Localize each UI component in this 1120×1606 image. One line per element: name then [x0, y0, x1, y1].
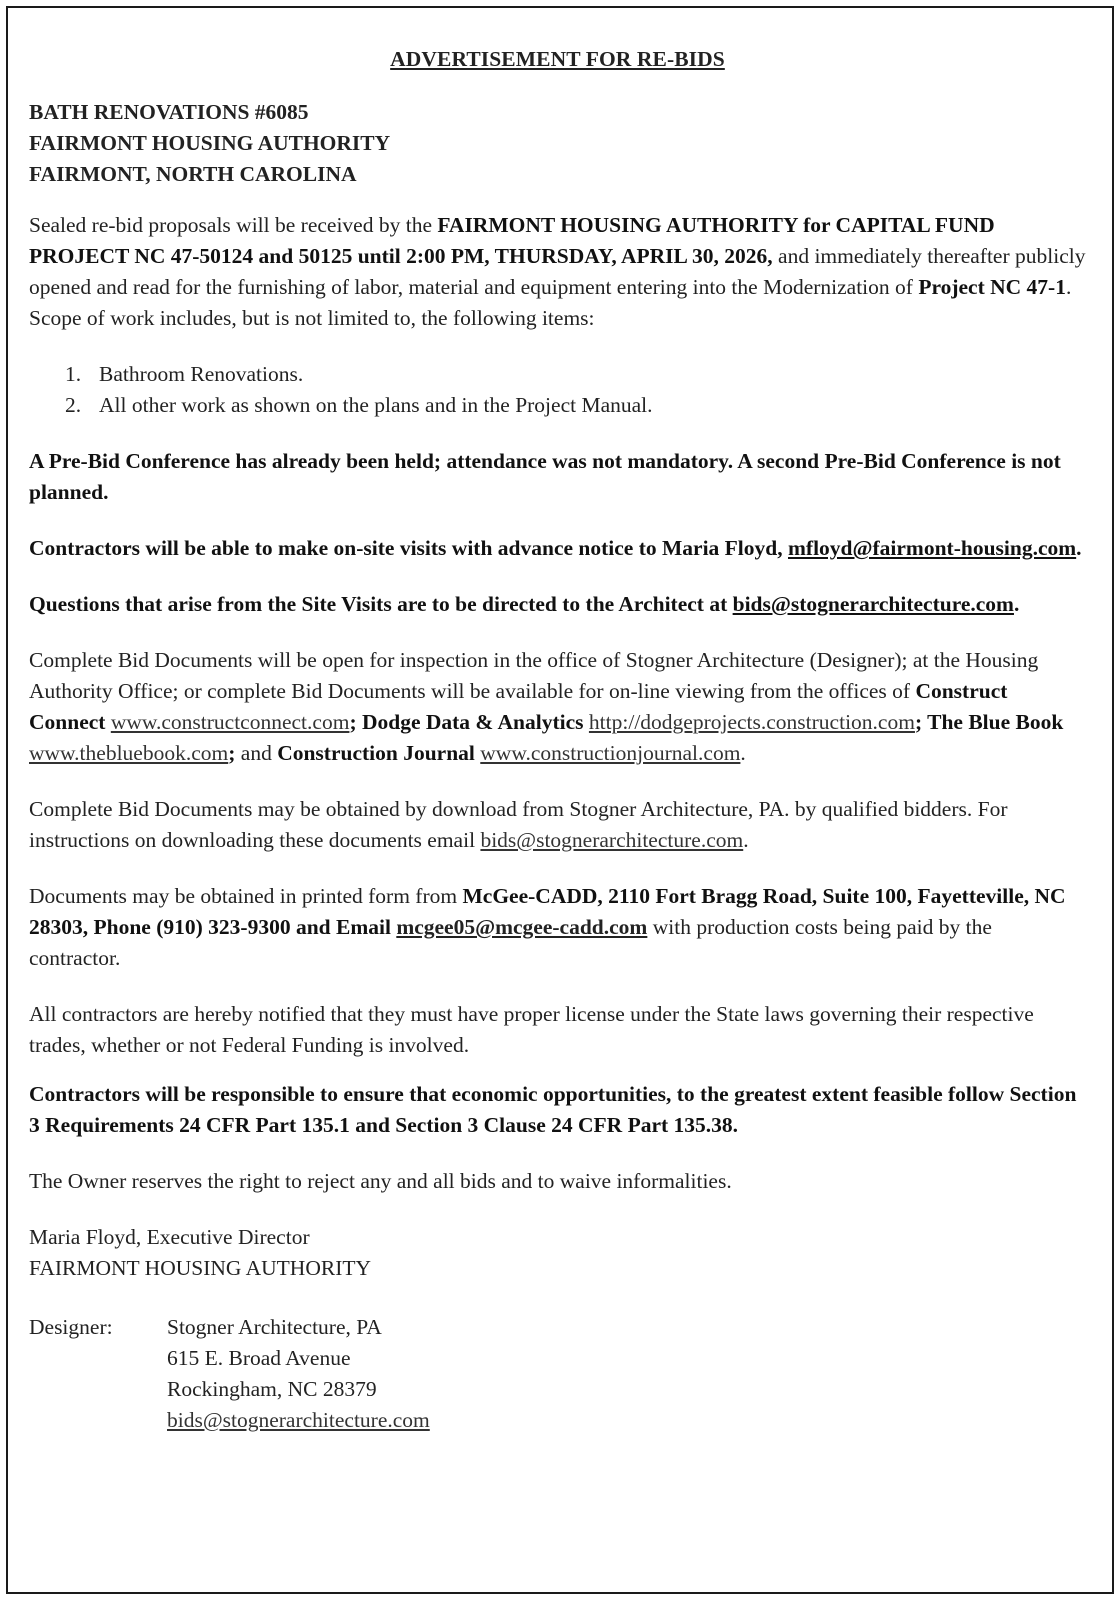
designer-address [167, 1312, 430, 1436]
questions-paragraph [29, 589, 1086, 620]
inspection-text-1: Complete Bid Documents will be open for inspection in the office of Stogner Architecture (Designer); at the Housing Authority Office; or complete Bid Documents will be available for on-line viewing from the offices of [29, 648, 1039, 703]
list-item-number: 2. [65, 393, 82, 417]
intro-text-3: . Scope of work includes, but is not limited to, the following items: [29, 275, 1072, 330]
scope-list [29, 359, 1086, 421]
construct-connect-name: Construct Connect [29, 679, 1008, 734]
site-visits-email-link[interactable]: mfloyd@fairmont-housing.com [788, 536, 1077, 560]
document-title: ADVERTISEMENT FOR RE-BIDS [390, 47, 725, 71]
intro-text-1: Sealed re-bid proposals will be received by the [29, 213, 438, 237]
designer-street: 615 E. Broad Avenue [167, 1346, 351, 1370]
prebid-paragraph [29, 446, 1086, 508]
printed-text-1: Documents may be obtained in printed form from [29, 884, 463, 908]
printed-email-link[interactable]: mcgee05@mcgee-cadd.com [396, 915, 648, 939]
inspection-text-2: and [235, 741, 278, 765]
designer-firm: Stogner Architecture, PA [167, 1315, 382, 1339]
list-item [29, 390, 1086, 421]
authority-name: FAIRMONT HOUSING AUTHORITY [29, 131, 391, 155]
construct-connect-link[interactable]: www.constructconnect.com [110, 710, 350, 734]
reserve-paragraph: The Owner reserves the right to reject any and all bids and to waive informalities. [29, 1169, 732, 1193]
download-paragraph [29, 794, 1086, 856]
list-item [29, 359, 1086, 390]
section3-text: Contractors will be responsible to ensure that economic opportunities, to the greatest extent feasible follow Section 3 Requirements 24 CFR Part 135.1 and Section 3 Clause 24 CFR Part 135.38. [29, 1082, 1077, 1137]
intro-bold-project: FAIRMONT HOUSING AUTHORITY for CAPITAL FUND PROJECT NC 47-50124 and 50125 until 2:00 PM, THURSDAY, APRIL 30, 2026, [29, 213, 995, 268]
printed-vendor: McGee-CADD, 2110 Fort Bragg Road, Suite 100, Fayetteville, NC 28303, Phone (910) 323-9300 and Email [29, 884, 1066, 939]
signature-block [29, 1222, 1086, 1284]
intro-paragraph [29, 210, 1086, 334]
inspection-paragraph [29, 645, 1086, 769]
project-name: BATH RENOVATIONS #6085 [29, 100, 309, 124]
project-header [29, 97, 1086, 190]
questions-end: . [1013, 592, 1020, 616]
download-end: . [743, 828, 749, 852]
list-item-text: Bathroom Renovations. [99, 362, 304, 386]
site-visits-text: Contractors will be able to make on-site visits with advance notice to Maria Floyd, [29, 536, 788, 560]
inspection-end: . [740, 741, 746, 765]
advertisement-document [6, 6, 1114, 1594]
list-item-text: All other work as shown on the plans and in the Project Manual. [99, 393, 653, 417]
designer-email-link[interactable]: bids@stognerarchitecture.com [167, 1408, 430, 1432]
printed-paragraph [29, 881, 1086, 974]
printed-text-2: with production costs being paid by the contractor. [29, 915, 992, 970]
intro-bold-project-number: Project NC 47-1 [918, 275, 1066, 299]
signatory-organization: FAIRMONT HOUSING AUTHORITY [29, 1256, 372, 1280]
list-item-number: 1. [65, 362, 82, 386]
signatory-name: Maria Floyd, Executive Director [29, 1225, 310, 1249]
license-paragraph: All contractors are hereby notified that they must have proper license under the State laws governing their respective trades, whether or not Federal Funding is involved. [29, 1002, 1034, 1057]
authority-location: FAIRMONT, NORTH CAROLINA [29, 162, 357, 186]
download-email-link[interactable]: bids@stognerarchitecture.com [480, 828, 744, 852]
dodge-link[interactable]: http://dodgeprojects.construction.com [588, 710, 915, 734]
site-visits-end: . [1076, 536, 1082, 560]
dodge-name: ; Dodge Data & Analytics [349, 710, 584, 734]
construction-journal-link[interactable]: www.constructionjournal.com [480, 741, 741, 765]
blue-book-name: ; The Blue Book [914, 710, 1064, 734]
download-text: Complete Bid Documents may be obtained by download from Stogner Architecture, PA. by qualified bidders. For instructions on downloading these documents email [29, 797, 1008, 852]
designer-block [29, 1312, 1086, 1436]
site-visits-paragraph [29, 533, 1086, 564]
questions-email-link[interactable]: bids@stognerarchitecture.com [732, 592, 1014, 616]
designer-city: Rockingham, NC 28379 [167, 1377, 377, 1401]
inspection-separator: ; [228, 741, 236, 765]
blue-book-link[interactable]: www.thebluebook.com [29, 741, 229, 765]
intro-text-2: and immediately thereafter publicly opened and read for the furnishing of labor, material and equipment entering into the Modernization of [29, 244, 1086, 299]
section3-paragraph [29, 1079, 1086, 1141]
designer-label: Designer: [29, 1315, 113, 1339]
questions-text: Questions that arise from the Site Visits are to be directed to the Architect at [29, 592, 733, 616]
prebid-text: A Pre-Bid Conference has already been held; attendance was not mandatory. A second Pre-Bid Conference is not planned. [29, 449, 1061, 504]
construction-journal-name: Construction Journal [277, 741, 475, 765]
